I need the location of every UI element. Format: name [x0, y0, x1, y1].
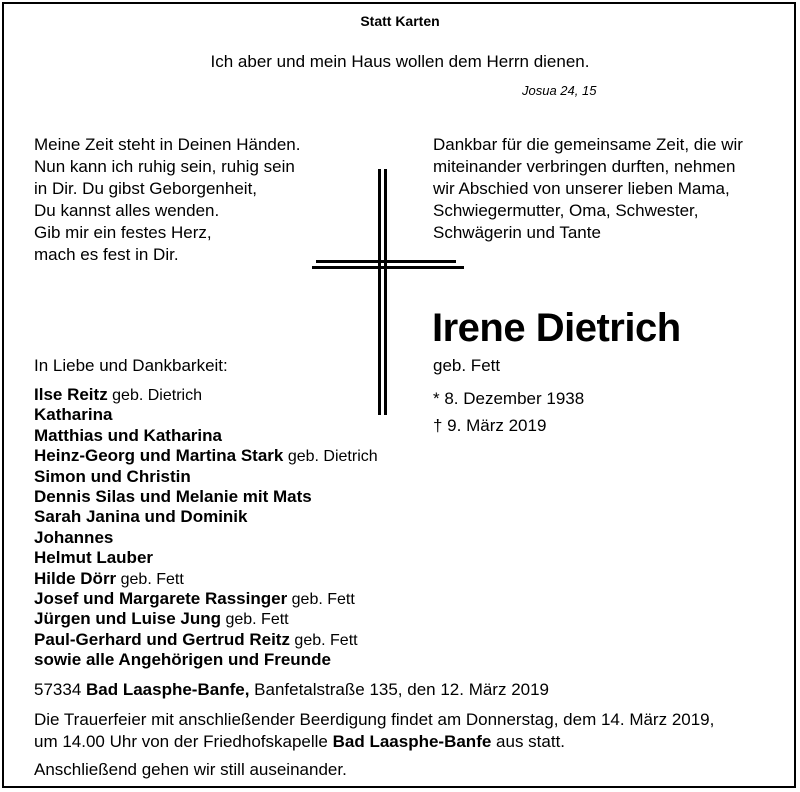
mourner-name: Dennis Silas und Melanie mit Mats [34, 487, 312, 507]
thanks-line: wir Abschied von unserer lieben Mama, [433, 179, 730, 198]
list-item [34, 385, 378, 405]
list-item [34, 630, 378, 650]
mourner-name: Heinz-Georg und Martina Stark [34, 446, 284, 466]
list-item [34, 467, 378, 487]
list-item [34, 405, 378, 425]
mourners-intro: In Liebe und Dankbarkeit: [34, 356, 228, 375]
list-item [34, 650, 378, 670]
mourner-name: Sarah Janina und Dominik [34, 507, 248, 527]
list-item [34, 507, 378, 527]
header-statt-karten: Statt Karten [360, 13, 440, 29]
birth-date: * 8. Dezember 1938 [433, 389, 585, 408]
service-line: Die Trauerfeier mit anschließender Beerdigung findet am Donnerstag, dem 14. März 2019, [34, 710, 715, 729]
service-time: um 14.00 Uhr von der Friedhofskapelle [34, 732, 333, 751]
mourner-name: Hilde Dörr [34, 568, 117, 588]
bible-reference: Josua 24, 15 [522, 83, 597, 98]
mourner-name: Helmut Lauber [34, 548, 154, 568]
mourner-name: Jürgen und Luise Jung [34, 609, 222, 629]
mourner-note: geb. Dietrich [283, 448, 378, 466]
cross-vertical-bar [384, 169, 387, 415]
mourner-note: geb. Dietrich [107, 387, 202, 404]
thanks-line: Dankbar für die gemeinsame Zeit, die wir [433, 135, 743, 154]
bible-verse: Ich aber und mein Haus wollen dem Herrn dienen. [210, 52, 590, 71]
thanks-line: Schwiegermutter, Oma, Schwester, [433, 201, 699, 220]
thanks-line: Schwägerin und Tante [433, 223, 601, 242]
list-item [34, 569, 378, 589]
poem-block [34, 134, 301, 266]
mourner-note: geb. Fett [221, 611, 289, 629]
mourner-name: Katharina [34, 405, 113, 425]
poem-line: Du kannst alles wenden. [34, 201, 220, 220]
list-item [34, 426, 378, 446]
maiden-name: geb. Fett [433, 356, 501, 375]
list-item [34, 528, 378, 548]
mourner-name: Ilse Reitz [34, 385, 108, 404]
list-item [34, 548, 378, 568]
address-zip: 57334 [34, 680, 86, 699]
service-line [34, 731, 714, 753]
list-item [34, 589, 378, 609]
mourners-list [34, 385, 378, 671]
mourner-name: Paul-Gerhard und Gertrud Reitz [34, 629, 290, 649]
mourner-name: sowie alle Angehörigen und Freunde [34, 650, 331, 670]
list-item [34, 487, 378, 507]
list-item [34, 609, 378, 629]
list-item [34, 446, 378, 466]
mourner-name: Josef und Margarete Rassinger [34, 589, 288, 609]
service-end: aus statt. [491, 732, 566, 751]
mourner-name: Simon und Christin [34, 466, 191, 486]
death-date: † 9. März 2019 [433, 416, 547, 435]
address-street-date: Banfetalstraße 135, den 12. März 2019 [249, 680, 550, 699]
address-line [34, 680, 549, 700]
mourner-name: Johannes [34, 527, 114, 547]
cross-vertical-bar [378, 169, 381, 415]
service-place: Bad Laasphe-Banfe [332, 732, 492, 751]
thanks-block [433, 134, 743, 244]
mourner-note: geb. Fett [289, 631, 358, 649]
address-town: Bad Laasphe-Banfe, [86, 680, 250, 699]
cross-horizontal-bar [312, 266, 464, 269]
mourner-note: geb. Fett [287, 591, 355, 609]
funeral-service-info [34, 709, 714, 753]
poem-line: Meine Zeit steht in Deinen Händen. [34, 135, 301, 154]
mourner-note: geb. Fett [116, 570, 184, 588]
closing-line: Anschließend gehen wir still auseinander. [34, 760, 347, 779]
cross-horizontal-bar [316, 260, 456, 263]
mourner-name: Matthias und Katharina [34, 425, 222, 445]
poem-line: Nun kann ich ruhig sein, ruhig sein [34, 157, 295, 176]
poem-line: in Dir. Du gibst Geborgenheit, [34, 179, 258, 198]
deceased-name: Irene Dietrich [432, 306, 681, 350]
thanks-line: miteinander verbringen durften, nehmen [433, 157, 736, 176]
poem-line: mach es fest in Dir. [34, 245, 179, 264]
poem-line: Gib mir ein festes Herz, [34, 223, 212, 242]
